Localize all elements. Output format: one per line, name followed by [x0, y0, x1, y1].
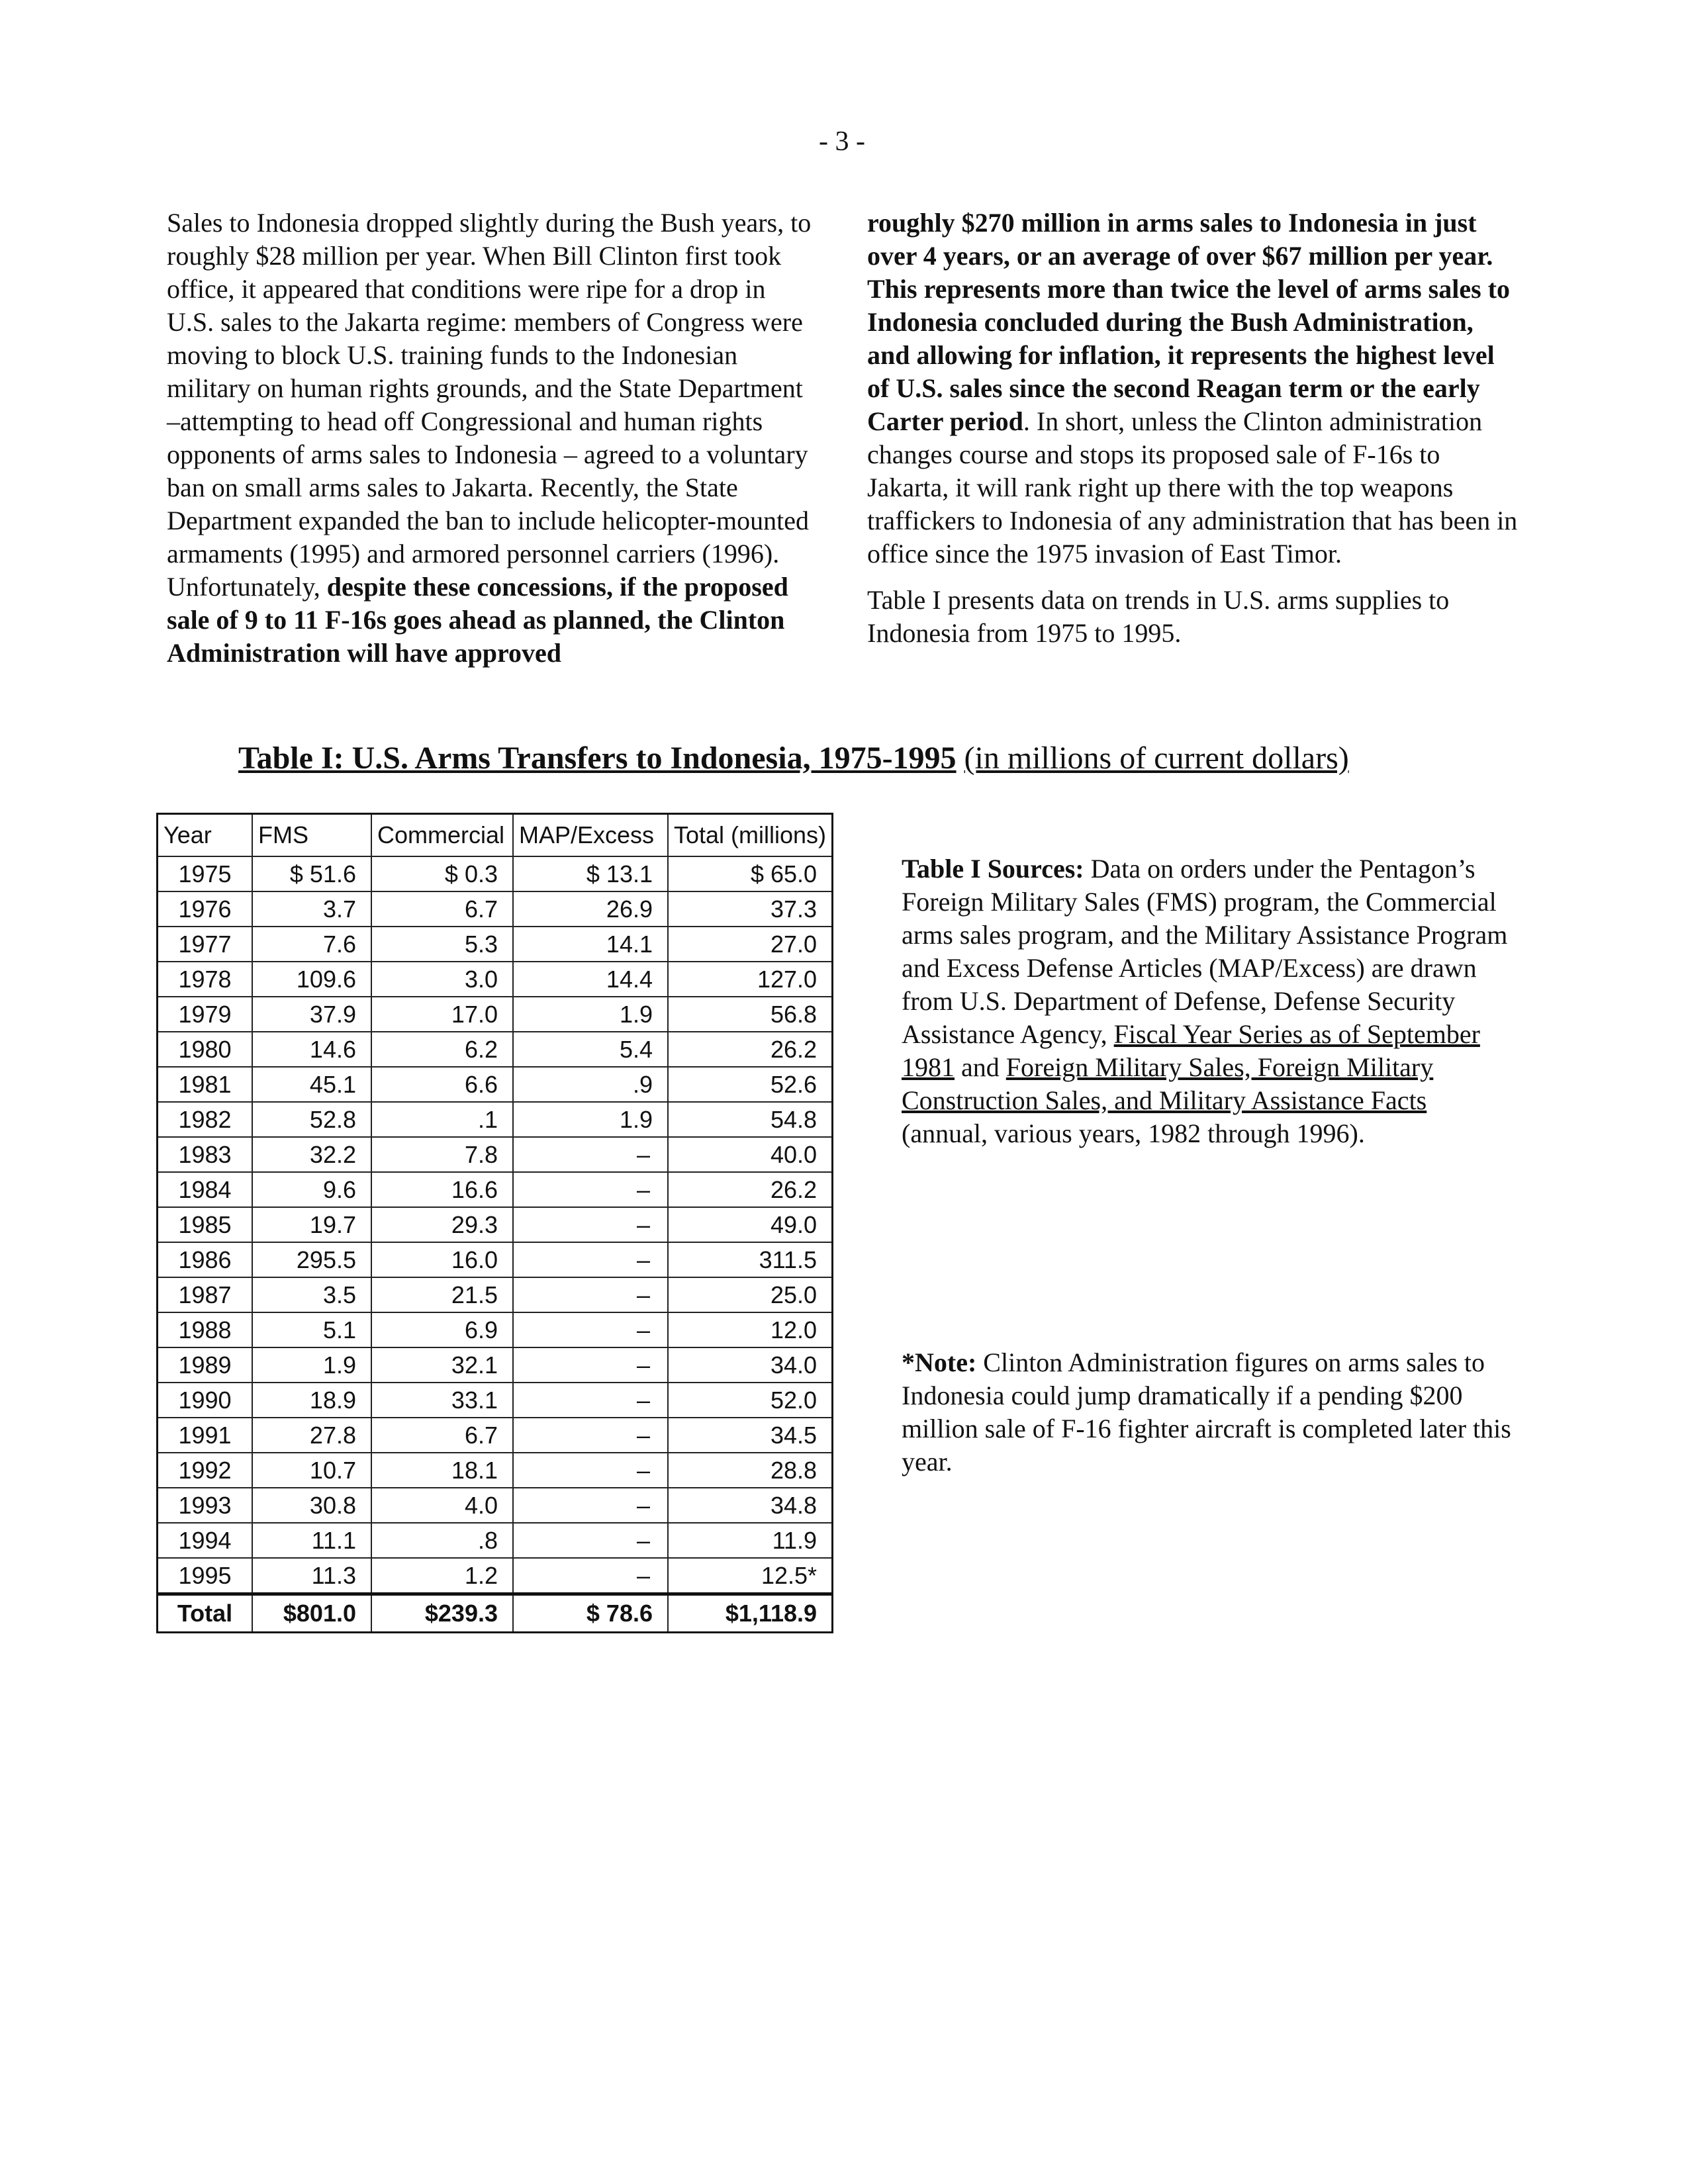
total-map-excess: $ 78.6	[513, 1594, 668, 1633]
table-row	[158, 997, 833, 1032]
table-total-row	[158, 1594, 833, 1633]
cell-total: 26.2	[668, 1032, 833, 1067]
paragraph-text: . In short, unless the Clinton administration changes course and stops its proposed sale of F-16s to Jakarta, it will rank right up there with the top weapons traffickers to Indonesia of any administration that has been in office since the 1975 invasion of East Timor.	[867, 406, 1518, 569]
cell-commercial: 18.1	[371, 1453, 513, 1488]
sources-text: Data on orders under the Pentagon’s Foreign Military Sales (FMS) program, the Commercial arms sales program, and the Military Assistance Program and Excess Defense Articles (MAP/Excess) are drawn from U.S. Department of Defense, Defense Security Assistance Agency,	[902, 854, 1508, 1049]
cell-commercial: 33.1	[371, 1383, 513, 1418]
cell-commercial: 6.7	[371, 891, 513, 927]
cell-commercial: 6.9	[371, 1312, 513, 1347]
cell-map-excess: –	[513, 1383, 668, 1418]
cell-fms: 32.2	[252, 1137, 371, 1172]
cell-map-excess: –	[513, 1347, 668, 1383]
cell-commercial: 7.8	[371, 1137, 513, 1172]
table-row	[158, 1067, 833, 1102]
cell-fms: 27.8	[252, 1418, 371, 1453]
table-row	[158, 1207, 833, 1242]
cell-map-excess: 1.9	[513, 1102, 668, 1137]
cell-commercial: 4.0	[371, 1488, 513, 1523]
table-row	[158, 1347, 833, 1383]
cell-total: 12.5*	[668, 1558, 833, 1594]
cell-total: 311.5	[668, 1242, 833, 1277]
cell-map-excess: –	[513, 1312, 668, 1347]
cell-year: 1982	[158, 1102, 253, 1137]
header-commercial: Commercial	[371, 814, 513, 857]
table-row	[158, 1558, 833, 1594]
header-fms: FMS	[252, 814, 371, 857]
cell-fms: 109.6	[252, 962, 371, 997]
cell-total: 34.5	[668, 1418, 833, 1453]
body-column-right	[867, 206, 1519, 650]
header-map-excess: MAP/Excess	[513, 814, 668, 857]
table-row	[158, 1312, 833, 1347]
cell-map-excess: –	[513, 1488, 668, 1523]
total-label: Total	[158, 1594, 253, 1633]
table-row	[158, 1418, 833, 1453]
body-column-left	[167, 206, 812, 670]
cell-year: 1991	[158, 1418, 253, 1453]
cell-map-excess: –	[513, 1242, 668, 1277]
cell-map-excess: 1.9	[513, 997, 668, 1032]
cell-total: 49.0	[668, 1207, 833, 1242]
table-row	[158, 927, 833, 962]
cell-commercial: 1.2	[371, 1558, 513, 1594]
sources-label: Table I Sources:	[902, 854, 1084, 884]
cell-fms: 14.6	[252, 1032, 371, 1067]
cell-map-excess: 14.4	[513, 962, 668, 997]
cell-fms: 9.6	[252, 1172, 371, 1207]
publication-title: Foreign Military Sales, Foreign Military Construction Sales, and Military Assistance Facts	[902, 1052, 1434, 1115]
table-row	[158, 856, 833, 891]
cell-fms: 7.6	[252, 927, 371, 962]
cell-total: 27.0	[668, 927, 833, 962]
cell-fms: 11.3	[252, 1558, 371, 1594]
cell-map-excess: –	[513, 1207, 668, 1242]
cell-total: 11.9	[668, 1523, 833, 1558]
cell-commercial: 21.5	[371, 1277, 513, 1312]
cell-fms: 37.9	[252, 997, 371, 1032]
cell-total: 54.8	[668, 1102, 833, 1137]
cell-year: 1985	[158, 1207, 253, 1242]
arms-transfers-table	[156, 813, 833, 1633]
cell-year: 1994	[158, 1523, 253, 1558]
cell-year: 1975	[158, 856, 253, 891]
cell-total: $ 65.0	[668, 856, 833, 891]
table-row	[158, 1277, 833, 1312]
cell-commercial: 3.0	[371, 962, 513, 997]
cell-year: 1978	[158, 962, 253, 997]
cell-year: 1984	[158, 1172, 253, 1207]
cell-year: 1987	[158, 1277, 253, 1312]
table-row	[158, 1172, 833, 1207]
table-title-subtitle: (in millions of current dollars)	[964, 741, 1349, 776]
cell-map-excess: –	[513, 1558, 668, 1594]
cell-fms: 10.7	[252, 1453, 371, 1488]
table-row	[158, 1032, 833, 1067]
cell-fms: 3.5	[252, 1277, 371, 1312]
cell-year: 1986	[158, 1242, 253, 1277]
cell-commercial: 16.0	[371, 1242, 513, 1277]
cell-year: 1992	[158, 1453, 253, 1488]
cell-fms: 1.9	[252, 1347, 371, 1383]
cell-fms: 19.7	[252, 1207, 371, 1242]
cell-commercial: 32.1	[371, 1347, 513, 1383]
cell-total: 37.3	[668, 891, 833, 927]
cell-total: 34.0	[668, 1347, 833, 1383]
cell-total: 25.0	[668, 1277, 833, 1312]
cell-fms: 5.1	[252, 1312, 371, 1347]
cell-year: 1976	[158, 891, 253, 927]
cell-map-excess: –	[513, 1453, 668, 1488]
cell-year: 1979	[158, 997, 253, 1032]
cell-map-excess: 5.4	[513, 1032, 668, 1067]
cell-commercial: .8	[371, 1523, 513, 1558]
cell-commercial: 6.7	[371, 1418, 513, 1453]
cell-year: 1983	[158, 1137, 253, 1172]
table-row	[158, 1383, 833, 1418]
cell-fms: $ 51.6	[252, 856, 371, 891]
cell-map-excess: 26.9	[513, 891, 668, 927]
paragraph-continuation	[867, 206, 1519, 570]
header-total: Total (millions)	[668, 814, 833, 857]
table-sources	[902, 852, 1517, 1150]
cell-commercial: 17.0	[371, 997, 513, 1032]
cell-fms: 3.7	[252, 891, 371, 927]
cell-total: 34.8	[668, 1488, 833, 1523]
cell-fms: 295.5	[252, 1242, 371, 1277]
cell-year: 1993	[158, 1488, 253, 1523]
cell-map-excess: –	[513, 1137, 668, 1172]
total-fms: $801.0	[252, 1594, 371, 1633]
cell-map-excess: $ 13.1	[513, 856, 668, 891]
cell-commercial: 6.6	[371, 1067, 513, 1102]
cell-commercial: 29.3	[371, 1207, 513, 1242]
page-number: - 3 -	[819, 126, 865, 157]
table-row	[158, 891, 833, 927]
cell-commercial: 6.2	[371, 1032, 513, 1067]
cell-map-excess: –	[513, 1172, 668, 1207]
cell-total: 26.2	[668, 1172, 833, 1207]
cell-commercial: .1	[371, 1102, 513, 1137]
emphasis-text: roughly $270 million in arms sales to Indonesia in just over 4 years, or an average of over $67 million per year. This represents more than twice the level of arms sales to Indonesia concluded during the Bush Administration, and allowing for inflation, it represents the highest level of U.S. sales since the second Reagan term or the early Carter period	[867, 208, 1510, 436]
cell-total: 52.6	[668, 1067, 833, 1102]
table-title	[238, 740, 1349, 776]
note-label: *Note:	[902, 1347, 977, 1377]
cell-year: 1995	[158, 1558, 253, 1594]
cell-year: 1981	[158, 1067, 253, 1102]
table-row	[158, 1102, 833, 1137]
cell-total: 40.0	[668, 1137, 833, 1172]
cell-fms: 45.1	[252, 1067, 371, 1102]
total-total: $1,118.9	[668, 1594, 833, 1633]
cell-year: 1977	[158, 927, 253, 962]
cell-map-excess: –	[513, 1277, 668, 1312]
cell-year: 1980	[158, 1032, 253, 1067]
paragraph-bush-clinton	[167, 206, 812, 670]
cell-fms: 11.1	[252, 1523, 371, 1558]
cell-map-excess: –	[513, 1523, 668, 1558]
emphasis-text: despite these concessions, if the proposed sale of 9 to 11 F-16s goes ahead as planned, the Clinton Administration will have approved	[167, 572, 788, 668]
cell-commercial: $ 0.3	[371, 856, 513, 891]
table-body	[158, 856, 833, 1594]
cell-total: 12.0	[668, 1312, 833, 1347]
table-header-row	[158, 814, 833, 857]
table-row	[158, 962, 833, 997]
cell-commercial: 16.6	[371, 1172, 513, 1207]
cell-map-excess: –	[513, 1418, 668, 1453]
table-row	[158, 1137, 833, 1172]
cell-map-excess: 14.1	[513, 927, 668, 962]
cell-year: 1988	[158, 1312, 253, 1347]
header-year: Year	[158, 814, 253, 857]
cell-fms: 18.9	[252, 1383, 371, 1418]
table-row	[158, 1242, 833, 1277]
cell-year: 1990	[158, 1383, 253, 1418]
note-text: Clinton Administration figures on arms sales to Indonesia could jump dramatically if a pending $200 million sale of F-16 fighter aircraft is completed later this year.	[902, 1347, 1511, 1477]
table-row	[158, 1523, 833, 1558]
cell-map-excess: .9	[513, 1067, 668, 1102]
sources-text: (annual, various years, 1982 through 1996).	[902, 1118, 1365, 1148]
table-row	[158, 1453, 833, 1488]
cell-total: 28.8	[668, 1453, 833, 1488]
publication-title: Fiscal Year Series as of September 1981	[902, 1019, 1480, 1082]
cell-fms: 52.8	[252, 1102, 371, 1137]
cell-total: 56.8	[668, 997, 833, 1032]
total-commercial: $239.3	[371, 1594, 513, 1633]
table-row	[158, 1488, 833, 1523]
paragraph-table-intro: Table I presents data on trends in U.S. arms supplies to Indonesia from 1975 to 1995.	[867, 585, 1450, 648]
paragraph-text: Sales to Indonesia dropped slightly during the Bush years, to roughly $28 million per year. When Bill Clinton first took office, it appeared that conditions were ripe for a drop in U.S. sales to the Jakarta regime: members of Congress were moving to block U.S. training funds to the Indonesian military on human rights grounds, and the State Department –attempting to head off Congressional and human rights opponents of arms sales to Indonesia – agreed to a voluntary ban on small arms sales to Jakarta. Recently, the State Department expanded the ban to include helicopter-mounted armaments (1995) and armored personnel carriers (1996). Unfortunately,	[167, 208, 812, 602]
cell-fms: 30.8	[252, 1488, 371, 1523]
cell-total: 127.0	[668, 962, 833, 997]
cell-year: 1989	[158, 1347, 253, 1383]
table-note	[902, 1346, 1517, 1479]
table-title-main: Table I: U.S. Arms Transfers to Indonesia, 1975-1995	[238, 741, 957, 776]
sources-text: and	[955, 1052, 1006, 1082]
cell-total: 52.0	[668, 1383, 833, 1418]
cell-commercial: 5.3	[371, 927, 513, 962]
